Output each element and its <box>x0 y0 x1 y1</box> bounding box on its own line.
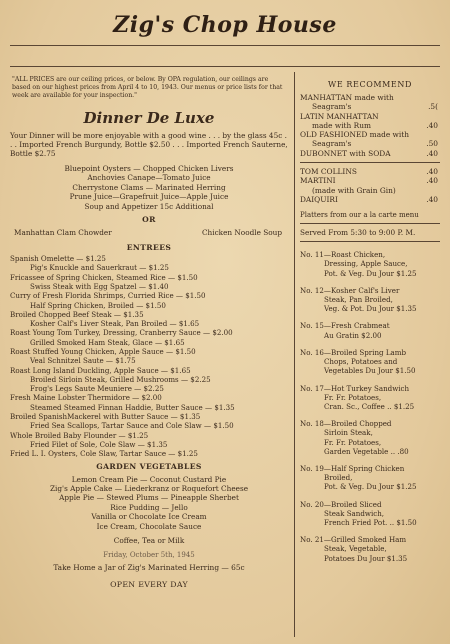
platter-line: Pot. & Veg. Du Jour $1.25 <box>324 482 417 492</box>
drink-name: DAIQUIRI <box>300 194 338 204</box>
drink-name: TOM COLLINS <box>300 167 357 177</box>
platter-line: Steak, Pan Broiled, <box>324 295 393 305</box>
entree-item: Grilled Smoked Ham Steak, Glace — $1.65 <box>30 337 185 347</box>
drink-list <box>300 93 440 158</box>
entree-item: Kosher Calf's Liver Steak, Pan Broiled — $1.65 <box>30 319 200 329</box>
soup-row <box>10 228 288 237</box>
entrees-heading: ENTREES <box>126 243 172 253</box>
entree-item: Pig's Knuckle and Sauerkraut — $1.25 <box>30 263 169 273</box>
platter-line: Broiled, <box>324 473 353 483</box>
entree-list <box>10 254 288 459</box>
drink-item <box>300 167 440 176</box>
platter-line: No. 21—Grilled Smoked Ham <box>300 535 407 545</box>
drink-name: MARTINI <box>300 176 336 186</box>
platter-line: Cran. Sc., Coffee .. $1.25 <box>324 401 415 411</box>
drink-name: Seagram's <box>312 139 352 149</box>
appetizer-list <box>10 164 288 211</box>
dessert-item: Zig's Apple Cake — Liederkranz or Roquefort Cheese <box>49 483 249 493</box>
drink-item <box>300 195 440 204</box>
platter-list <box>300 250 440 562</box>
drink-item <box>300 176 440 185</box>
platter-line: No. 20—Broiled Sliced <box>300 499 382 509</box>
appetizer-item: Cherrystone Clams — Marinated Herring <box>72 182 226 192</box>
dessert-item: Apple Pie — Stewed Plums — Pineapple Sherbet <box>59 493 239 503</box>
platter-line: Fr. Fr. Potatoes, <box>324 392 382 402</box>
drink-name: MANHATTAN made with <box>300 93 394 102</box>
drink-price: .5( <box>428 102 438 112</box>
platter-item <box>300 535 440 563</box>
drink-item <box>300 130 440 139</box>
platter-line: Chops, Potatoes and <box>324 357 398 367</box>
platter-line: No. 15—Fresh Crabmeat <box>300 321 390 331</box>
served-hours: Served From 5:30 to 9:00 P. M. <box>300 228 416 238</box>
platter-item <box>300 384 440 412</box>
drink-item <box>300 186 440 195</box>
restaurant-title: Zig's Chop House <box>113 12 337 38</box>
title-rule-bottom <box>10 66 440 67</box>
platter-line: Dressing, Apple Sauce, <box>324 259 408 269</box>
appetizer-item: Soup and Appetizer 15c Additional <box>84 201 214 211</box>
platter-line: Veg. & Pot. Du Jour $1.35 <box>324 304 417 314</box>
entree-item: Whole Broiled Baby Flounder — $1.25 <box>10 430 149 440</box>
drink-name: OLD FASHIONED made with <box>300 130 409 140</box>
platter-item <box>300 464 440 492</box>
platter-line: Au Gratin $2.00 <box>324 330 382 340</box>
appetizer-item: Bluepoint Oysters — Chopped Chicken Livers <box>64 164 234 173</box>
platter-divider <box>300 223 440 224</box>
entree-item: Roast Long Island Duckling, Apple Sauce — $1.65 <box>10 365 191 375</box>
entree-item: Fresh Maine Lobster Thermidore — $2.00 <box>10 393 162 403</box>
platter-item <box>300 348 440 376</box>
platter-line: No. 17—Hot Turkey Sandwich <box>300 383 410 393</box>
drink-item <box>300 102 440 111</box>
soup-left: Manhattan Clam Chowder <box>14 228 112 238</box>
platter-line: French Fried Pot. .. $1.50 <box>324 517 417 527</box>
entree-item: Frog's Legs Saute Meuniere — $2.25 <box>30 384 164 394</box>
wine-intro: Your Dinner will be more enjoyable with a good wine . . . by the glass 45c . . . Imported French Burgundy, Bottle $2.50 . . . Imported French Sauterne, Bottle $2.75 <box>10 131 288 158</box>
dessert-item: Lemon Cream Pie — Coconut Custard Pie <box>71 474 227 484</box>
platter-item <box>300 500 440 528</box>
drink-list-2 <box>300 167 440 204</box>
drink-price: .40 <box>426 167 438 177</box>
entree-item: Veal Schnitzel Saute — $1.75 <box>30 356 136 366</box>
platter-item <box>300 419 440 456</box>
drink-item <box>300 112 440 121</box>
drink-price: .40 <box>426 120 438 130</box>
platter-item <box>300 250 440 278</box>
entree-item: Swiss Steak with Egg Spatzel — $1.40 <box>30 281 169 291</box>
platter-line: Vegetables Du Jour $1.50 <box>324 366 416 376</box>
platter-line: Potatoes Du Jour $1.35 <box>324 553 408 563</box>
entree-item: Fried Filet of Sole, Cole Slaw — $1.35 <box>30 439 168 449</box>
platter-line: No. 18—Broiled Chopped <box>300 419 392 429</box>
appetizer-item: Prune Juice—Grapefruit Juice—Apple Juice <box>69 192 229 202</box>
drink-price: .40 <box>426 194 438 204</box>
drink-item <box>300 149 440 158</box>
soup-right: Chicken Noodle Soup <box>201 228 282 238</box>
entree-item: Broiled Chopped Beef Steak — $1.35 <box>10 309 144 319</box>
or-label: OR <box>142 215 156 225</box>
recommend-title: WE RECOMMEND <box>328 80 412 89</box>
entree-item: Spanish Omelette — $1.25 <box>10 254 106 264</box>
platter-line: Steak, Vegetable, <box>324 544 387 554</box>
platter-line: Fr. Fr. Potatoes, <box>324 437 382 447</box>
coffee-line: Coffee, Tea or Milk <box>113 536 185 545</box>
drink-item <box>300 93 440 102</box>
opa-notice: "ALL PRICES are our ceiling prices, or below. By OPA regulation, our ceilings are based on our highest prices from April 4 to 10, 1943. Our menus or price lists for that week are available for your inspection." <box>12 76 283 99</box>
drink-name: made with Rum <box>312 120 371 130</box>
entree-item: Roast Young Tom Turkey, Dressing, Cranberry Sauce — $2.00 <box>10 328 233 338</box>
take-home-line: Take Home a Jar of Zig's Marinated Herring — 65c <box>53 563 245 573</box>
drink-divider <box>300 162 440 163</box>
column-divider <box>294 72 295 637</box>
drink-name: (made with Grain Gin) <box>312 185 396 195</box>
drink-price: .40 <box>426 176 438 186</box>
entree-item: Fricassee of Spring Chicken, Steamed Rice — $1.50 <box>10 272 198 282</box>
drink-price: .50 <box>426 139 438 149</box>
drink-name: DUBONNET with SODA <box>300 148 391 158</box>
dessert-item: Ice Cream, Chocolate Sauce <box>96 521 202 531</box>
drink-item <box>300 121 440 130</box>
title-rule-top <box>10 45 440 46</box>
platter-line: No. 11—Roast Chicken, <box>300 250 386 260</box>
menu-date: Friday, October 5th, 1945 <box>103 551 195 560</box>
platter-item <box>300 286 440 314</box>
dessert-item: Vanilla or Chocolate Ice Cream <box>91 512 207 522</box>
entree-item: Broiled Sirloin Steak, Grilled Mushrooms — $2.25 <box>30 374 211 384</box>
served-divider <box>300 241 440 242</box>
drink-item <box>300 139 440 148</box>
platter-line: Sirloin Steak, <box>324 428 373 438</box>
platter-line: No. 16—Broiled Spring Lamb <box>300 347 407 357</box>
entree-item: Curry of Fresh Florida Shrimps, Curried Rice — $1.50 <box>10 291 206 301</box>
entree-item: Half Spring Chicken, Broiled — $1.50 <box>30 300 166 310</box>
entree-item: Fried Sea Scallops, Tartar Sauce and Cole Slaw — $1.50 <box>30 421 234 431</box>
dinner-title: Dinner De Luxe <box>83 109 215 127</box>
appetizer-item: Anchovies Canape—Tomato Juice <box>87 173 211 183</box>
vegetables-heading: GARDEN VEGETABLES <box>96 461 202 471</box>
platter-item <box>300 321 440 339</box>
platters-note: Platters from our a la carte menu <box>300 211 419 220</box>
drink-name: LATIN MANHATTAN <box>300 111 379 121</box>
platter-line: No. 19—Half Spring Chicken <box>300 463 405 473</box>
platter-line: Pot. & Veg. Du Jour $1.25 <box>324 268 417 278</box>
recommend-column <box>300 80 440 563</box>
platter-line: No. 12—Kosher Calf's Liver <box>300 285 400 295</box>
dessert-list <box>10 475 288 531</box>
dinner-column <box>10 76 288 589</box>
drink-price: .40 <box>426 148 438 158</box>
platter-line: Steak Sandwich, <box>324 508 385 518</box>
platter-line: Garden Vegetable .. .80 <box>324 446 409 456</box>
open-every-day: OPEN EVERY DAY <box>110 580 188 590</box>
entree-item: Roast Stuffed Young Chicken, Apple Sauce — $1.50 <box>10 347 196 356</box>
dessert-item: Rice Pudding — Jello <box>110 502 188 512</box>
drink-name: Seagram's <box>312 102 352 112</box>
entree-item: Broiled SpanishMackerel with Butter Sauce — $1.35 <box>10 412 201 422</box>
entree-item: Steamed Steamed Finnan Haddie, Butter Sauce — $1.35 <box>30 402 235 412</box>
entree-item: Fried L. I. Oysters, Cole Slaw, Tartar Sauce — $1.25 <box>10 449 198 459</box>
